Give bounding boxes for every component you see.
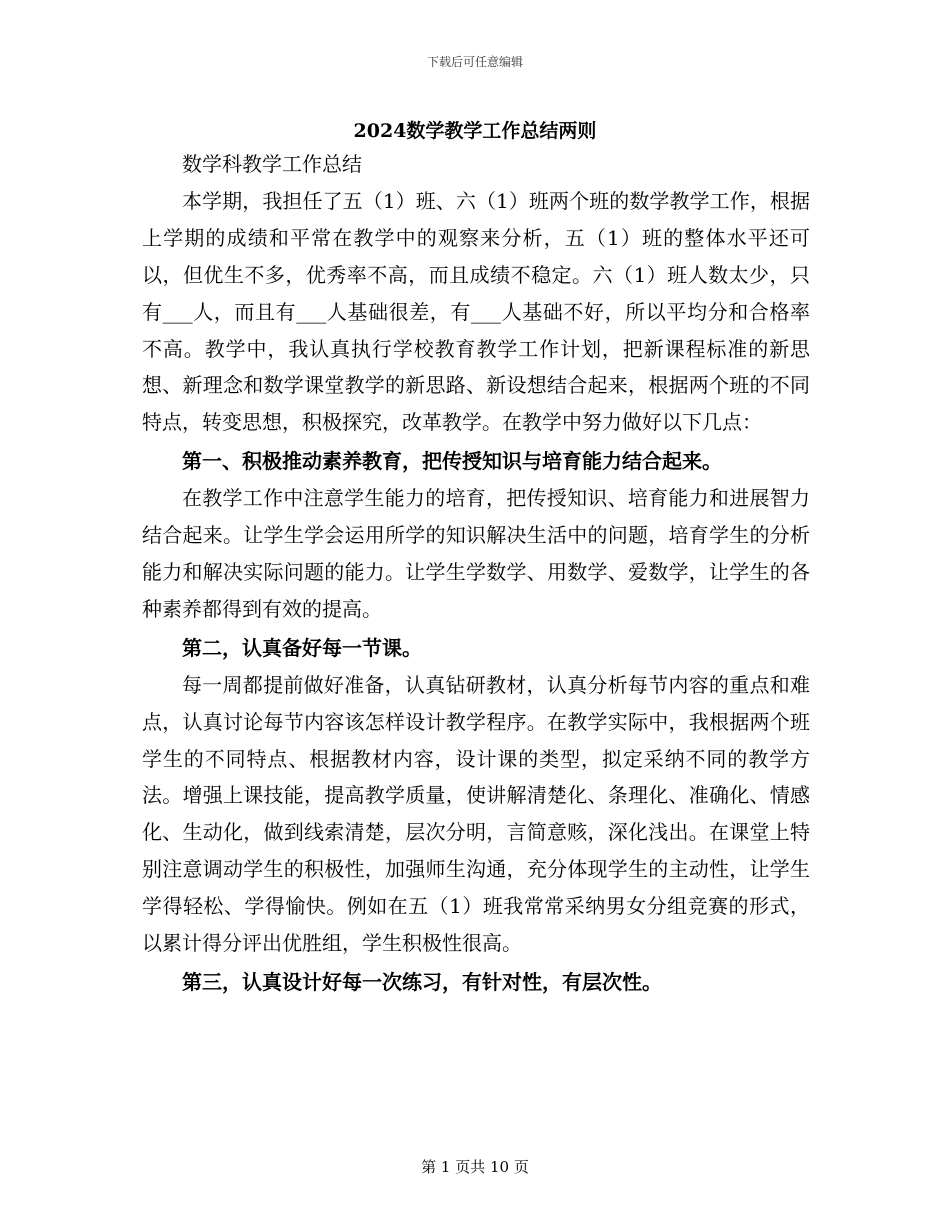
paragraph-intro: 本学期，我担任了五（1）班、六（1）班两个班的数学教学工作，根据上学期的成绩和平常在教学中的观察来分析，五（1）班的整体水平还可以，但优生不多，优秀率不高，而且成绩不稳定。六（1）班人数太少，只有___人，而且有___人基础很差，有___人基础不好，所以平均分和合格率不高。教学中，我认真执行学校教育教学工作计划，把新课程标准的新思想、新理念和数学课堂教学的新思路、新设想结合起来，根据两个班的不同特点，转变思想，积极探究，改革教学。在教学中努力做好以下几点： — [142, 188, 810, 435]
paragraph-section-1: 在教学工作中注意学生能力的培育，把传授知识、培育能力和进展智力结合起来。让学生学会运用所学的知识解决生活中的问题，培育学生的分析能力和解决实际问题的能力。让学生学数学、用数学、爱数学，让学生的各种素养都得到有效的提高。 — [142, 486, 810, 621]
page-header: 下载后可任意编辑 — [426, 55, 523, 69]
section-heading-2: 第二，认真备好每一节课。 — [182, 635, 422, 660]
section-heading-3: 第三，认真设计好每一次练习，有针对性，有层次性。 — [182, 969, 662, 994]
document-body — [142, 146, 810, 1001]
paragraph-subtitle: 数学科教学工作总结 — [182, 152, 362, 176]
page-footer: 第 1 页共 10 页 — [421, 1158, 529, 1176]
section-heading-1: 第一、积极推动素养教育，把传授知识与培育能力结合起来。 — [182, 449, 722, 474]
document-title: 2024数学教学工作总结两则 — [353, 120, 597, 142]
paragraph-section-2: 每一周都提前做好准备，认真钻研教材，认真分析每节内容的重点和难点，认真讨论每节内容该怎样设计教学程序。在教学实际中，我根据两个班学生的不同特点、根据教材内容，设计课的类型，拟定采纳不同的教学方法。增强上课技能，提高教学质量，使讲解清楚化、条理化、准确化、情感化、生动化，做到线索清楚，层次分明，言简意赅，深化浅出。在课堂上特别注意调动学生的积极性，加强师生沟通，充分体现学生的主动性，让学生学得轻松、学得愉快。例如在五（1）班我常常采纳男女分组竞赛的形式，以累计得分评出优胜组，学生积极性很高。 — [142, 672, 810, 956]
